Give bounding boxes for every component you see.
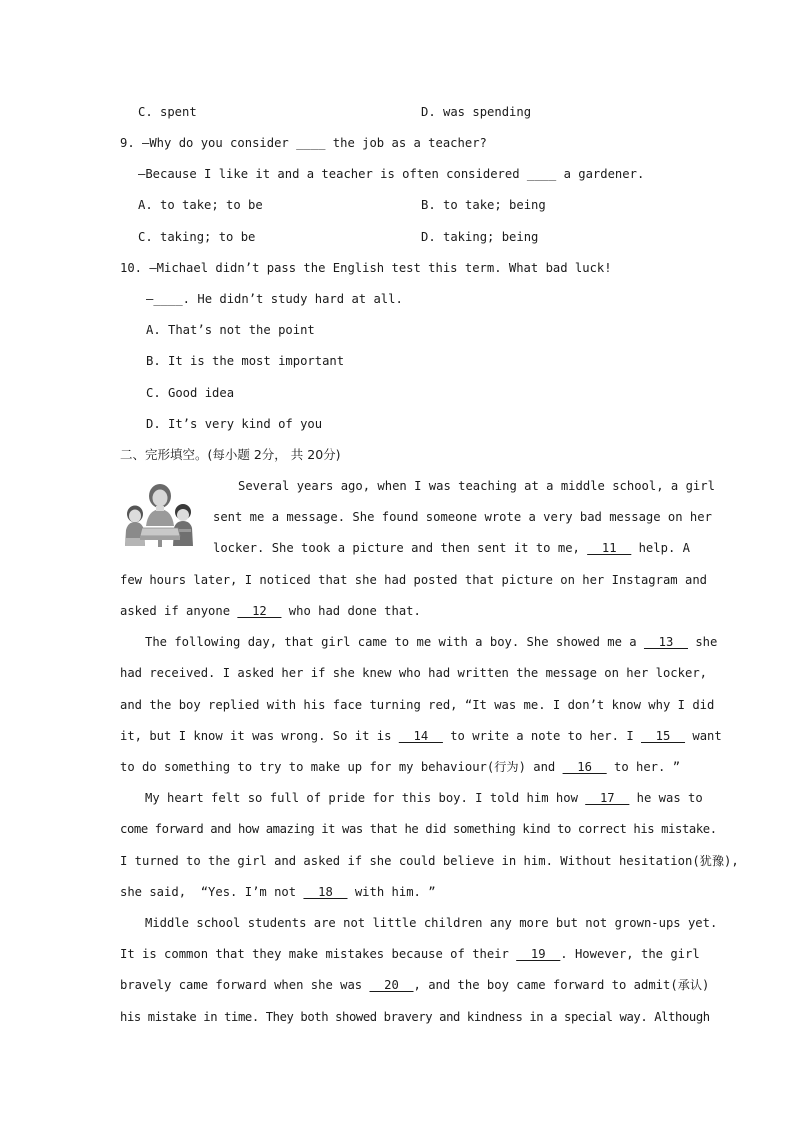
q10-option-a: A. That’s not the point: [146, 323, 315, 337]
passage-text: want: [692, 729, 722, 743]
passage-line: [120, 946, 700, 962]
q8-option-c: C. spent: [138, 105, 197, 119]
q9-option-c: C. taking; to be: [138, 230, 256, 244]
passage-line: few hours later, I noticed that she had posted that picture on her Instagram and: [120, 573, 707, 587]
passage-line: Several years ago, when I was teaching at a middle school, a girl: [238, 479, 715, 493]
q10-option-c: C. Good idea: [146, 386, 235, 400]
q10-reply: —____. He didn’t study hard at all.: [146, 292, 403, 306]
passage-text: help. A: [638, 541, 690, 555]
passage-text: . However, the girl: [560, 947, 700, 961]
passage-text: it, but I know it was wrong. So it is: [120, 729, 392, 743]
blank-20[interactable]: __20__: [369, 978, 414, 992]
passage-text: to do something to try to make up for my behaviour(行为) and: [120, 760, 556, 774]
passage-line: and the boy replied with his face turning red, “It was me. I don’t know why I did: [120, 698, 715, 712]
blank-14[interactable]: __14__: [398, 729, 443, 743]
passage-line: [120, 728, 722, 744]
q9-option-b: B. to take; being: [421, 198, 546, 212]
blank-12[interactable]: __12__: [237, 604, 282, 618]
blank-13[interactable]: __13__: [643, 635, 688, 649]
passage-line: had received. I asked her if she knew who had written the message on her locker,: [120, 666, 707, 680]
passage-text: asked if anyone: [120, 604, 231, 618]
q9-option-d: D. taking; being: [421, 230, 539, 244]
passage-text: The following day, that girl came to me with a boy. She showed me a: [145, 635, 637, 649]
passage-text: It is common that they make mistakes because of their: [120, 947, 509, 961]
passage-line: [213, 540, 690, 556]
blank-18[interactable]: __18__: [303, 885, 348, 899]
section-heading: 二、完形填空。(每小题 2分， 共 20分): [120, 447, 341, 462]
passage-text: she: [695, 635, 718, 649]
passage-line: [145, 790, 703, 806]
passage-line: come forward and how amazing it was that he did something kind to correct his mistake.: [120, 822, 717, 836]
passage-text: to her. ”: [614, 760, 681, 774]
passage-text: he was to: [636, 791, 703, 805]
passage-line: [120, 884, 436, 900]
passage-line: Middle school students are not little children any more but not grown-ups yet.: [145, 916, 718, 930]
passage-text: locker. She took a picture and then sent it to me,: [213, 541, 580, 555]
passage-line: his mistake in time. They both showed bravery and kindness in a special way. Although: [120, 1010, 710, 1024]
q8-option-d: D. was spending: [421, 105, 532, 119]
passage-text: bravely came forward when she was: [120, 978, 363, 992]
q9-option-a: A. to take; to be: [138, 198, 263, 212]
passage-text: to write a note to her. I: [450, 729, 634, 743]
q10-option-b: B. It is the most important: [146, 354, 345, 368]
blank-19[interactable]: __19__: [516, 947, 561, 961]
passage-text: she said, “Yes. I’m not: [120, 885, 297, 899]
teacher-with-children-illustration: [122, 482, 198, 548]
passage-text: who had done that.: [288, 604, 421, 618]
blank-11[interactable]: __11__: [587, 541, 632, 555]
blank-15[interactable]: __15__: [641, 729, 686, 743]
passage-text: , and the boy came forward to admit(承认): [413, 978, 710, 992]
passage-text: with him. ”: [354, 885, 436, 899]
passage-line: [120, 603, 421, 619]
q10-stem: 10. —Michael didn’t pass the English test this term. What bad luck!: [120, 261, 612, 275]
passage-line: [145, 634, 718, 650]
blank-16[interactable]: __16__: [562, 760, 607, 774]
q9-stem: 9. —Why do you consider ____ the job as a teacher?: [120, 136, 487, 150]
passage-line: [120, 759, 680, 775]
blank-17[interactable]: __17__: [585, 791, 630, 805]
passage-line: I turned to the girl and asked if she could believe in him. Without hesitation(犹豫),: [120, 854, 739, 868]
passage-text: My heart felt so full of pride for this boy. I told him how: [145, 791, 578, 805]
q10-option-d: D. It’s very kind of you: [146, 417, 323, 431]
q9-reply: —Because I like it and a teacher is often considered ____ a gardener.: [138, 167, 645, 181]
passage-line: [120, 977, 710, 993]
passage-line: sent me a message. She found someone wrote a very bad message on her: [213, 510, 712, 524]
